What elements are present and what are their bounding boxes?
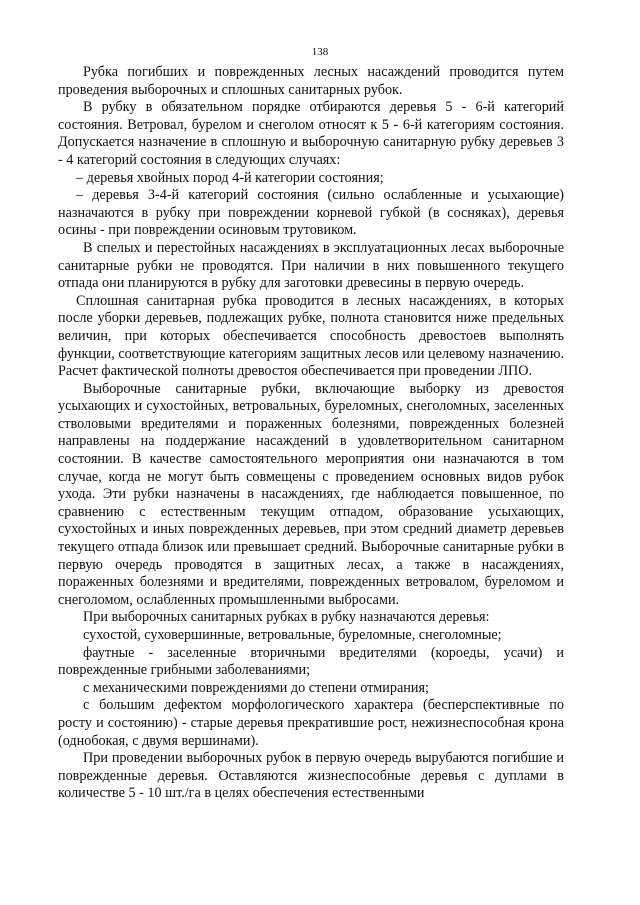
- list-item: с механическими повреждениями до степени отмирания;: [83, 679, 429, 696]
- paragraph: При выборочных санитарных рубках в рубку назначаются деревья:: [83, 609, 490, 626]
- paragraph: Сплошная санитарная рубка проводится в лесных насаждениях, в которых после уборки деревьев, подлежащих рубке, полнота становится ниже предельных величин, при которых обеспечивается способность древостоев выполнять функции, соответствующие категориям защитных лесов или целевому назначению. Расчет фактической полноты древостоя обеспечивается при проведении ЛПО.: [58, 292, 564, 380]
- paragraph: В спелых и перестойных насаждениях в эксплуатационных лесах выборочные санитарные рубки не проводятся. При наличии в них повышенного текущего отпада они планируются в рубку для заготовки древесины в первую очередь.: [58, 239, 564, 292]
- list-item: – деревья 3-4-й категорий состояния (сильно ослабленные и усыхающие) назначаются в рубку при повреждении корневой губкой (в сосняках), деревья осины - при повреждении осиновым трутовиком.: [58, 187, 564, 239]
- paragraph: При проведении выборочных рубок в первую очередь вырубаются погибшие и поврежденные деревья. Оставляются жизнеспособные деревья с дуплами в количестве 5 - 10 шт./га в целях обеспечения естественными: [58, 750, 564, 802]
- page-number: 138: [311, 46, 329, 58]
- paragraph: В рубку в обязательном порядке отбираются деревья 5 - 6-й категорий состояния. Ветровал, бурелом и снеголом относят к 5 - 6-й категориям состояния. Допускается назначение в сплошную и выборочную санитарную рубку деревьев 3 - 4 категорий состояния в следующих случаях:: [58, 99, 564, 168]
- list-item: с большим дефектом морфологического характера (бесперспективные по росту и состоянию) - старые деревья прекратившие рост, нежизнеспособная крона (однобокая, с двумя вершинами).: [58, 697, 564, 749]
- list-item: сухостой, суховершинные, ветровальные, буреломные, снеголомные;: [83, 627, 502, 643]
- body-text: [58, 64, 564, 803]
- paragraph: Выборочные санитарные рубки, включающие выборку из древостоя усыхающих и сухостойных, ветровальных, буреломных, снеголомных, заселенных стволовыми вредителями и пораженных болезнями, поврежденных болезней направлены на поддержание насаждений в удовлетворительном санитарном состоянии. В качестве самостоятельного мероприятия они назначаются в том случае, когда не могут быть совмещены с проведением основных видов рубок ухода. Эти рубки назначены в насаждениях, где наблюдается повышенное, по сравнению с естественным текущим отпадом, образование усыхающих, сухостойных и иных поврежденных деревьев, при этом средний диаметр деревьев текущего отпада близок или превышает средний. Выборочные санитарные рубки в первую очередь проводятся в защитных лесах, а также в насаждениях, пораженных болезнями и вредителями, поврежденных ветровалом, буреломом и снеголомом, ослабленных промышленными выбросами.: [58, 380, 564, 608]
- list-item: фаутные - заселенные вторичными вредителями (короеды, усачи) и поврежденные грибными заболеваниями;: [58, 644, 564, 679]
- paragraph: Рубка погибших и поврежденных лесных насаждений проводится путем проведения выборочных и сплошных санитарных рубок.: [58, 64, 564, 98]
- list-item: – деревья хвойных пород 4-й категории состояния;: [76, 169, 384, 186]
